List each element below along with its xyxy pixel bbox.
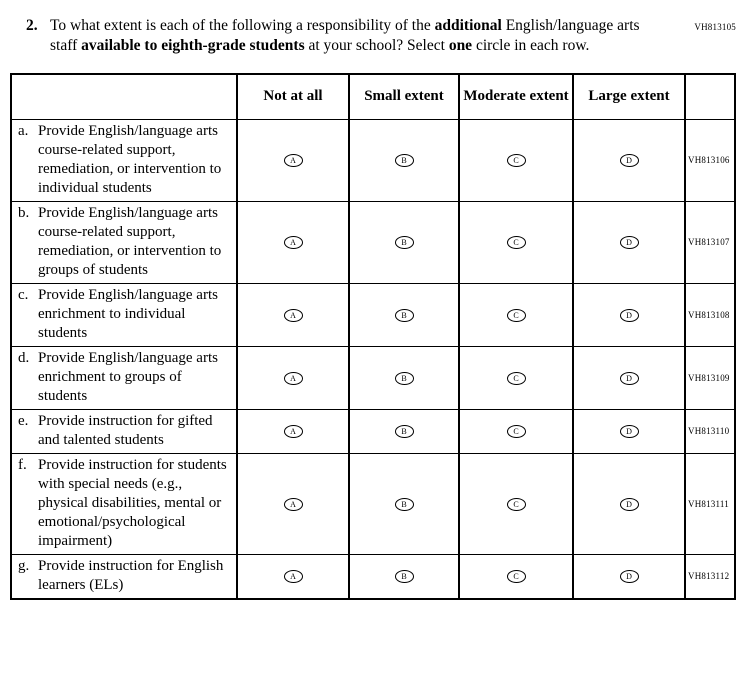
column-header-small-extent: Small extent — [349, 74, 459, 120]
row-label-cell — [11, 283, 237, 346]
column-header-not-at-all: Not at all — [237, 74, 349, 120]
response-bubble-moderate-extent[interactable]: C — [507, 570, 526, 583]
table-row — [11, 201, 735, 283]
row-label: Provide English/language arts course-related support, remediation, or intervention to groups of students — [38, 204, 222, 278]
response-cell — [237, 409, 349, 453]
question — [26, 16, 651, 57]
column-header-large-extent: Large extent — [573, 74, 685, 120]
response-bubble-large-extent[interactable]: D — [620, 498, 639, 511]
table-row — [11, 453, 735, 554]
row-label-cell — [11, 119, 237, 201]
response-bubble-moderate-extent[interactable]: C — [507, 309, 526, 322]
row-letter: e. — [18, 412, 29, 429]
response-bubble-small-extent[interactable]: B — [395, 372, 414, 385]
question-part: circle in each row. — [472, 37, 590, 55]
table-row — [11, 346, 735, 409]
question-part: at your school? Select — [304, 37, 449, 55]
response-cell — [349, 119, 459, 201]
response-bubble-small-extent[interactable]: B — [395, 570, 414, 583]
question-part-bold: available to eighth-grade students — [81, 37, 305, 55]
row-code: VH813110 — [685, 409, 735, 453]
response-bubble-moderate-extent[interactable]: C — [507, 372, 526, 385]
response-cell — [349, 201, 459, 283]
response-cell — [349, 283, 459, 346]
response-cell — [237, 453, 349, 554]
row-letter: g. — [18, 557, 30, 574]
response-cell — [349, 409, 459, 453]
row-label-cell — [11, 453, 237, 554]
row-label: Provide instruction for gifted and talented students — [38, 412, 213, 448]
question-part: English/language arts staff — [50, 17, 640, 55]
row-code: VH813106 — [685, 119, 735, 201]
response-cell — [349, 346, 459, 409]
question-part-bold: additional — [434, 17, 502, 34]
code-column-header — [685, 74, 735, 120]
response-cell — [459, 554, 573, 599]
response-bubble-not-at-all[interactable]: A — [284, 570, 303, 583]
response-bubble-small-extent[interactable]: B — [395, 154, 414, 167]
row-label-cell — [11, 346, 237, 409]
row-code: VH813109 — [685, 346, 735, 409]
response-bubble-large-extent[interactable]: D — [620, 154, 639, 167]
response-cell — [237, 283, 349, 346]
response-bubble-not-at-all[interactable]: A — [284, 309, 303, 322]
response-bubble-large-extent[interactable]: D — [620, 372, 639, 385]
question-text — [50, 16, 651, 57]
response-bubble-large-extent[interactable]: D — [620, 425, 639, 438]
response-bubble-moderate-extent[interactable]: C — [507, 236, 526, 249]
row-letter: d. — [18, 349, 30, 366]
response-cell — [349, 554, 459, 599]
response-bubble-small-extent[interactable]: B — [395, 309, 414, 322]
row-code: VH813108 — [685, 283, 735, 346]
row-label: Provide instruction for English learners (ELs) — [38, 557, 224, 593]
response-cell — [459, 453, 573, 554]
response-bubble-moderate-extent[interactable]: C — [507, 425, 526, 438]
response-cell — [237, 554, 349, 599]
row-letter: f. — [18, 456, 27, 473]
response-cell — [459, 119, 573, 201]
response-bubble-small-extent[interactable]: B — [395, 236, 414, 249]
row-label-column-header — [11, 74, 237, 120]
response-cell — [573, 283, 685, 346]
response-cell — [573, 119, 685, 201]
row-code: VH813111 — [685, 453, 735, 554]
row-label-cell — [11, 201, 237, 283]
row-letter: b. — [18, 204, 30, 221]
response-bubble-large-extent[interactable]: D — [620, 236, 639, 249]
question-part-bold: one — [448, 37, 473, 55]
question-part: To what extent is each of the following a responsibility of the — [50, 17, 435, 34]
row-label-cell — [11, 554, 237, 599]
response-cell — [573, 201, 685, 283]
response-bubble-small-extent[interactable]: B — [395, 498, 414, 511]
table-row — [11, 554, 735, 599]
survey-table — [10, 73, 736, 600]
response-cell — [237, 201, 349, 283]
response-cell — [573, 453, 685, 554]
row-code: VH813112 — [685, 554, 735, 599]
response-bubble-large-extent[interactable]: D — [620, 570, 639, 583]
row-letter: a. — [18, 122, 29, 139]
row-label: Provide instruction for students with special needs (e.g., physical disabilities, mental or emotional/psychological impairment) — [38, 456, 227, 549]
response-bubble-moderate-extent[interactable]: C — [507, 154, 526, 167]
response-cell — [573, 554, 685, 599]
response-bubble-not-at-all[interactable]: A — [284, 154, 303, 167]
table-row — [11, 119, 735, 201]
response-bubble-large-extent[interactable]: D — [620, 309, 639, 322]
row-label: Provide English/language arts enrichment to groups of students — [38, 349, 218, 404]
response-bubble-moderate-extent[interactable]: C — [507, 498, 526, 511]
row-label-cell — [11, 409, 237, 453]
row-letter: c. — [18, 286, 29, 303]
header-row — [11, 74, 735, 120]
response-bubble-not-at-all[interactable]: A — [284, 498, 303, 511]
response-cell — [573, 346, 685, 409]
row-code: VH813107 — [685, 201, 735, 283]
response-cell — [349, 453, 459, 554]
question-number: 2. — [26, 17, 38, 34]
row-label: Provide English/language arts enrichment to individual students — [38, 286, 218, 341]
response-cell — [459, 346, 573, 409]
response-cell — [459, 283, 573, 346]
response-cell — [459, 201, 573, 283]
page-code: VH813105 — [694, 22, 736, 32]
response-cell — [237, 346, 349, 409]
column-header-moderate-extent: Moderate extent — [459, 74, 573, 120]
row-label: Provide English/language arts course-related support, remediation, or intervention to individual students — [38, 122, 222, 196]
response-bubble-not-at-all[interactable]: A — [284, 372, 303, 385]
response-bubble-not-at-all[interactable]: A — [284, 236, 303, 249]
response-cell — [237, 119, 349, 201]
response-cell — [459, 409, 573, 453]
table-row — [11, 409, 735, 453]
response-cell — [573, 409, 685, 453]
response-bubble-not-at-all[interactable]: A — [284, 425, 303, 438]
response-bubble-small-extent[interactable]: B — [395, 425, 414, 438]
table-row — [11, 283, 735, 346]
